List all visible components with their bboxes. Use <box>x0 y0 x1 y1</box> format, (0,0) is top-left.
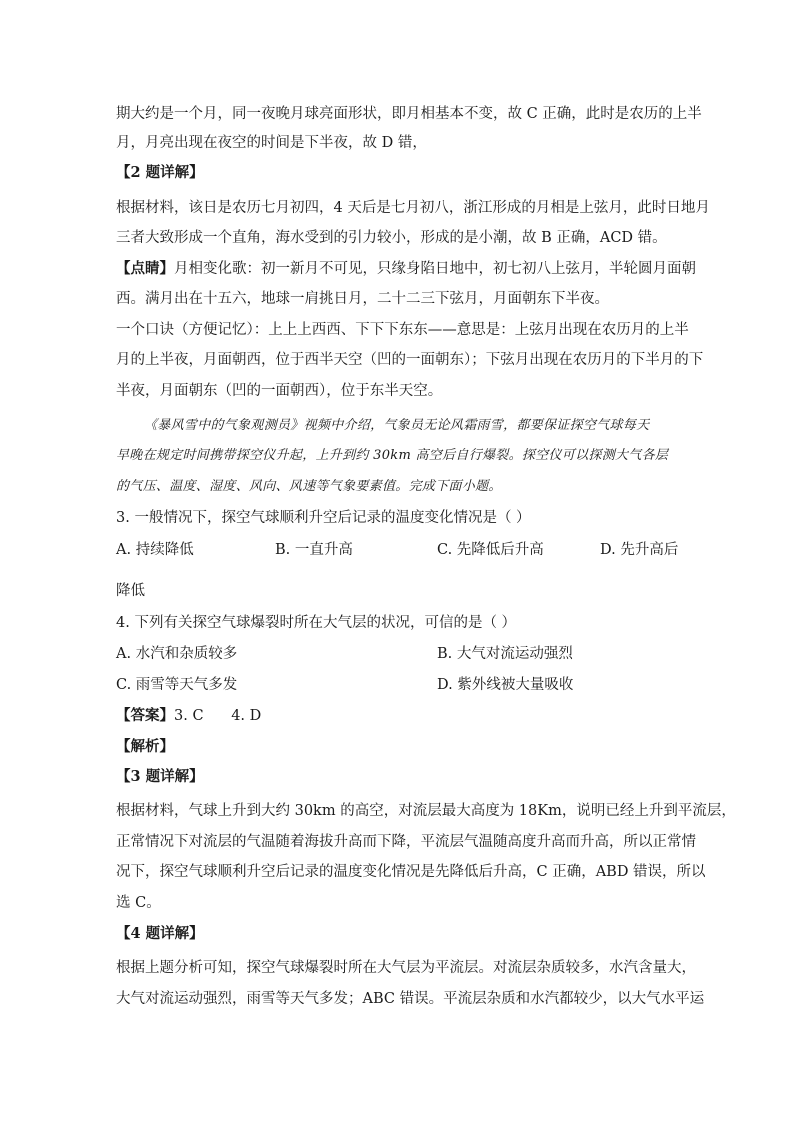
material-line: 早晚在规定时间携带探空仪升起，上升到约 30km 高空后自行爆裂。探空仪可以探测大气各层 <box>116 448 669 463</box>
paragraph-line: 选 C。 <box>116 895 161 911</box>
question-4: 4. 下列有关探空气球爆裂时所在大气层的状况，可信的是（ ） <box>116 615 517 631</box>
q4-option-b: B. 大气对流运动强烈 <box>437 646 573 662</box>
paragraph-line: 况下，探空气球顺利升空后记录的温度变化情况是先降低后升高，C 正确，ABD 错误，所以 <box>116 864 706 880</box>
answer-text: 3. C 4. D <box>174 708 262 724</box>
paragraph-line: 一个口诀（方便记忆）：上上上西西、下下下东东——意思是：上弦月出现在农历月的上半 <box>116 322 689 338</box>
question-3: 3. 一般情况下，探空气球顺利升空后记录的温度变化情况是（ ） <box>116 510 531 526</box>
q3-option-d: D. 先升高后 <box>600 542 679 558</box>
paragraph-line: 根据上题分析可知，探空气球爆裂时所在大气层为平流层。对流层杂质较多，水汽含量大， <box>116 960 696 976</box>
paragraph-line: 月的上半夜，月面朝西，位于西半天空（凹的一面朝东）；下弦月出现在农历月的下半月的下 <box>116 352 704 368</box>
paragraph-line: 根据材料，该日是农历七月初四，4 天后是七月初八，浙江形成的月相是上弦月，此时日地月 <box>116 200 710 216</box>
q4-option-a: A. 水汽和杂质较多 <box>116 646 238 662</box>
tip-tag: 【点睛】 <box>116 260 174 277</box>
paragraph-line: 大气对流运动强烈，雨雪等天气多发；ABC 错误。平流层杂质和水汽都较少，以大气水平运 <box>116 991 705 1007</box>
paragraph-line: 西。满月出在十五六，地球一肩挑日月，二十二三下弦月，月面朝东下半夜。 <box>116 291 609 307</box>
answer-tag: 【答案】 <box>116 707 174 724</box>
paragraph-line: 半夜，月面朝东（凹的一面朝西），位于东半天空。 <box>116 383 443 399</box>
material-line: 《暴风雪中的气象观测员》视频中介绍，气象员无论风霜雨雪，都要保证探空气球每天 <box>144 418 650 433</box>
q3-option-a: A. 持续降低 <box>116 542 194 558</box>
paragraph-line: 期大约是一个月，同一夜晚月球亮面形状，即月相基本不变，故 C 正确，此时是农历的上半 <box>116 106 702 122</box>
answer-line <box>116 706 261 726</box>
tip-text: 月相变化歌：初一新月不可见，只缘身陷日地中，初七初八上弦月，半轮圆月面朝 <box>174 261 696 277</box>
paragraph-line: 正常情况下对流层的气温随着海拔升高而下降，平流层气温随高度升高而升高，所以正常情 <box>116 834 696 850</box>
analysis-heading: 【解析】 <box>116 738 174 755</box>
paragraph-line: 月，月亮出现在夜空的时间是下半夜，故 D 错， <box>116 135 427 151</box>
q3-option-c: C. 先降低后升高 <box>437 542 544 558</box>
section-heading-q4: 【4 题详解】 <box>116 925 204 942</box>
material-line: 的气压、温度、湿度、风向、风速等气象要素值。完成下面小题。 <box>116 479 502 494</box>
tip-line <box>116 259 696 279</box>
paragraph-line: 三者大致形成一个直角，海水受到的引力较小，形成的是小潮，故 B 正确，ACD 错。 <box>116 230 667 246</box>
paragraph-line: 根据材料，气球上升到大约 30km 的高空，对流层最大高度为 18Km，说明已经上升到平流层， <box>116 803 736 819</box>
section-heading-q2: 【2 题详解】 <box>116 164 204 181</box>
q3-option-b: B. 一直升高 <box>275 542 353 558</box>
section-heading-q3: 【3 题详解】 <box>116 768 204 785</box>
q4-option-d: D. 紫外线被大量吸收 <box>437 677 574 693</box>
q4-option-c: C. 雨雪等天气多发 <box>116 677 238 693</box>
q3-option-d-continued: 降低 <box>116 583 145 599</box>
